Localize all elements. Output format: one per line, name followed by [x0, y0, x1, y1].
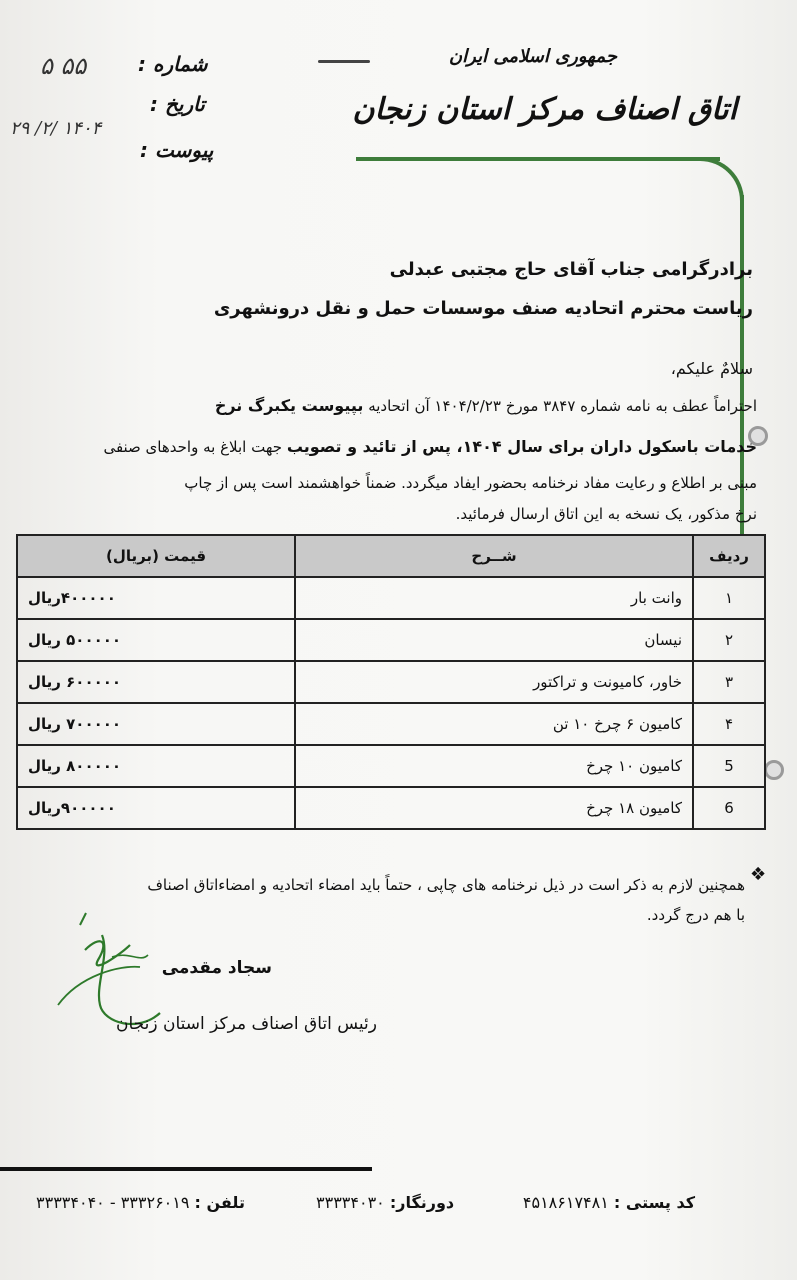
- header-num: ردیف: [693, 535, 765, 577]
- row-price: [17, 703, 295, 745]
- body-line2-bold: خدمات باسکول داران برای سال ۱۴۰۴، پس از تائید و تصویب: [286, 437, 757, 456]
- row-desc: کامیون ۱۰ چرخ: [295, 745, 693, 787]
- row-price-text: ۴۰۰۰۰۰ریال: [28, 589, 116, 607]
- note-line2: با هم درج گردد.: [646, 906, 745, 924]
- row-num: ۴: [693, 703, 765, 745]
- row-desc: وانت بار: [295, 577, 693, 619]
- signer-title: رئیس اتاق اصناف مرکز استان زنجان: [116, 1014, 377, 1034]
- footer-phone: [36, 1193, 245, 1212]
- row-price: [17, 787, 295, 829]
- row-price-text: ۵۰۰۰۰۰ ریال: [28, 631, 122, 649]
- row-price: [17, 619, 295, 661]
- row-num: 5: [693, 745, 765, 787]
- body-line2-text: جهت ابلاغ به واحدهای صنفی: [103, 438, 283, 456]
- footer-fax: [316, 1193, 454, 1212]
- date-label: تاریخ :: [150, 92, 205, 116]
- row-price: [17, 577, 295, 619]
- binder-ring-bottom: [764, 760, 784, 780]
- body-line2: [103, 437, 757, 456]
- note-line1: همچنین لازم به ذکر است در ذیل نرخنامه های چاپی ، حتماً باید امضاء اتحادیه و امضاءاتاق اصناف: [147, 876, 745, 894]
- row-desc: کامیون ۱۸ چرخ: [295, 787, 693, 829]
- header-desc: شــرح: [295, 535, 693, 577]
- table-row: [17, 577, 765, 619]
- greeting: سلامٌ علیکم،: [670, 359, 753, 378]
- header-price: قیمت (بریال): [17, 535, 295, 577]
- row-price: [17, 745, 295, 787]
- price-table: [16, 534, 766, 830]
- postal-value: ۴۵۱۸۶۱۷۴۸۱: [522, 1193, 609, 1212]
- table-header-row: [17, 535, 765, 577]
- fax-value: ۳۳۳۳۴۰۳۰: [316, 1193, 385, 1212]
- fax-label: دورنگار:: [389, 1193, 455, 1212]
- row-desc: نیسان: [295, 619, 693, 661]
- body-line1: [215, 396, 757, 415]
- row-num: ۲: [693, 619, 765, 661]
- row-num: ۱: [693, 577, 765, 619]
- row-num: 6: [693, 787, 765, 829]
- table-row: [17, 745, 765, 787]
- row-desc: خاور، کامیونت و تراکتور: [295, 661, 693, 703]
- org-title: اتاق اصناف مرکز استان زنجان: [352, 92, 737, 127]
- table-row: [17, 619, 765, 661]
- body-line1-text: احتراماً عطف به نامه شماره ۳۸۴۷ مورخ ۱۴۰۴/۲/۲۳ آن اتحادیه: [368, 397, 757, 415]
- row-price-text: ۸۰۰۰۰۰ ریال: [28, 757, 122, 775]
- green-rule-top: [356, 157, 720, 161]
- signer-name: سجاد مقدمی: [161, 958, 272, 978]
- recipient-line2: ریاست محترم اتحادیه صنف موسسات حمل و نقل درونشهری: [213, 298, 753, 319]
- row-desc: کامیون ۶ چرخ ۱۰ تن: [295, 703, 693, 745]
- body-line1-bold: بپیوست یکبرگ نرخ: [214, 396, 364, 415]
- number-value: ۵۵ ۵: [40, 52, 87, 80]
- table-row: [17, 787, 765, 829]
- republic-title: جمهوری اسلامی ایران: [448, 46, 617, 67]
- date-value: ۱۴۰۴ /۲/ ۲۹: [10, 118, 102, 139]
- row-num: ۳: [693, 661, 765, 703]
- row-price: [17, 661, 295, 703]
- green-rule-curve: [700, 157, 744, 201]
- note-bullet: ❖: [750, 864, 767, 885]
- table-row: [17, 661, 765, 703]
- phone-value: ۳۳۳۲۶۰۱۹ - ۳۳۳۳۴۰۴۰: [36, 1193, 190, 1212]
- recipient-line1: برادرگرامی جناب آقای حاج مجتبی عبدلی: [389, 259, 753, 280]
- row-price-text: ۹۰۰۰۰۰ریال: [28, 799, 116, 817]
- attach-label: پیوست :: [140, 138, 214, 162]
- row-price-text: ۷۰۰۰۰۰ ریال: [28, 715, 122, 733]
- body-line4: نرخ مذکور، یک نسخه به این اتاق ارسال فرمائید.: [455, 505, 757, 523]
- row-price-text: ۶۰۰۰۰۰ ریال: [28, 673, 122, 691]
- table-row: [17, 703, 765, 745]
- footer-postal: [523, 1193, 695, 1212]
- phone-label: تلفن :: [194, 1193, 245, 1212]
- footer-rule: [0, 1167, 372, 1171]
- postal-label: کد پستی :: [613, 1193, 695, 1212]
- number-label: شماره :: [138, 52, 208, 76]
- top-mark: [318, 60, 370, 63]
- body-line3: مبنی بر اطلاع و رعایت مفاد نرخنامه بحضور ایفاد میگردد. ضمناً خواهشمند است پس از چاپ: [184, 474, 757, 492]
